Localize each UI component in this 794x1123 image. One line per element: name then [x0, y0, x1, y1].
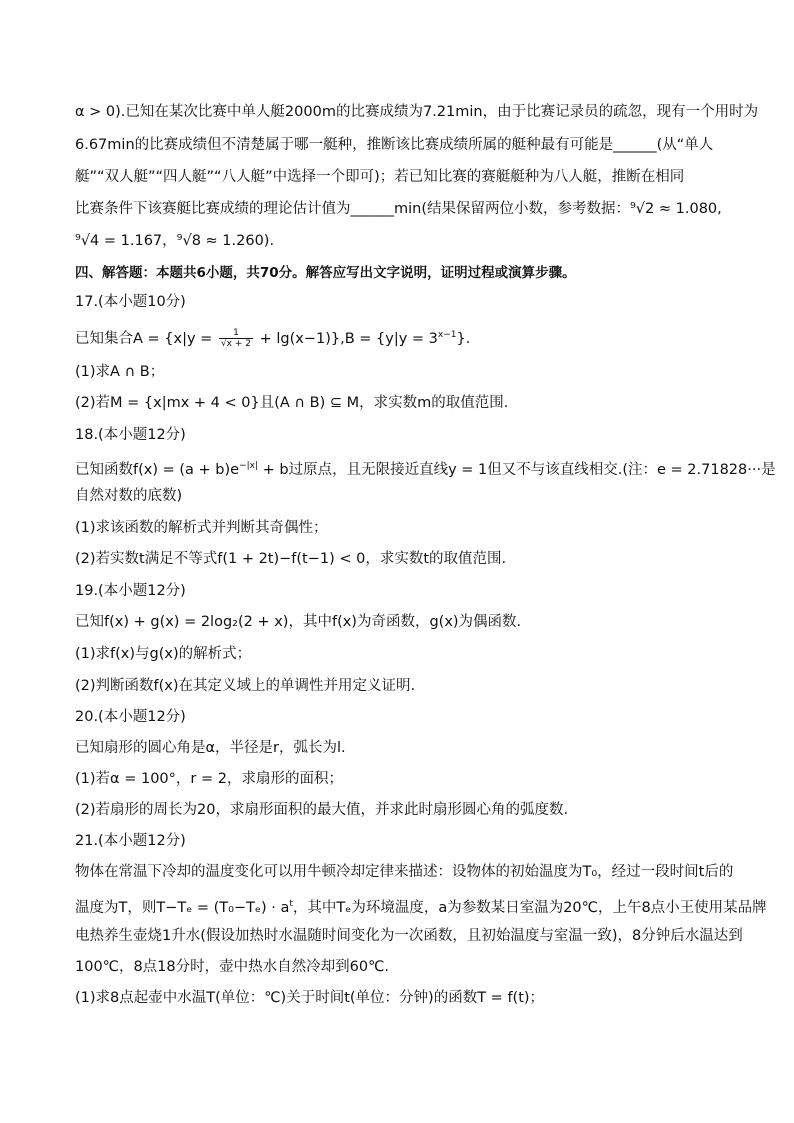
q18-heading: 18.(本小题12分) — [75, 427, 186, 443]
q19-heading: 19.(本小题12分) — [75, 583, 186, 599]
q18-part-2: (2)若实数t满足不等式f(1 + 2t)−f(t−1) < 0，求实数t的取值范围. — [75, 551, 507, 567]
q21-line-2b: ，其中Tₑ为环境温度，a为参数某日室温为20℃，上午8点小王使用某品牌 — [292, 899, 767, 916]
section-heading: 四、解答题：本题共6小题，共70分。解答应写出文字说明，证明过程或演算步骤。 — [75, 265, 576, 281]
cont-line-2: 6.67min的比赛成绩但不清楚属于哪一艇种，推断该比赛成绩所属的艇种最有可能是______(从“单人 — [75, 137, 714, 153]
q17-part-2: (2)若M = {x|mx + 4 < 0}且(A ∩ B) ⊆ M，求实数m的取值范围. — [75, 395, 509, 411]
q20-stem: 已知扇形的圆心角是α，半径是r，弧长为l. — [75, 740, 346, 756]
q17-stem-c: }. — [456, 330, 471, 347]
cont-line-3: 艇”“双人艇”“四人艇”“八人艇”中选择一个即可)；若已知比赛的赛艇艇种为八人艇，推断在相同 — [75, 169, 685, 185]
q19-stem: 已知f(x) + g(x) = 2log₂(2 + x)，其中f(x)为奇函数，g(x)为偶函数. — [75, 614, 522, 630]
q17-frac-den: √x + 2 — [220, 339, 251, 350]
q19-part-2: (2)判断函数f(x)在其定义域上的单调性并用定义证明. — [75, 678, 416, 694]
q21-line-3: 电热养生壶烧1升水(假设加热时水温随时间变化为一次函数，且初始温度与室温一致)，8分钟后水温达到 — [75, 928, 743, 944]
q17-fraction — [219, 328, 253, 349]
q19-part-1: (1)求f(x)与g(x)的解析式； — [75, 646, 252, 662]
cont-line-4: 比赛条件下该赛艇比赛成绩的理论估计值为______min(结果保留两位小数，参考数据：⁹√2 ≈ 1.080, — [75, 201, 722, 217]
q20-part-1: (1)若α = 100°，r = 2，求扇形的面积； — [75, 771, 343, 787]
q17-part-1: (1)求A ∩ B； — [75, 364, 165, 380]
q20-heading: 20.(本小题12分) — [75, 709, 186, 725]
q18-stem-b: + b过原点，且无限接近直线y = 1但又不与该直线相交.(注：e = 2.71828···是 — [258, 461, 776, 478]
q18-stem — [75, 456, 776, 480]
q17-stem — [75, 325, 470, 349]
q17-stem-b: + lg(x−1)},B = {y|y = 3 — [255, 330, 438, 347]
q18-stem-a: 已知函数f(x) = (a + b)e — [75, 461, 240, 478]
q18-stem-2: 自然对数的底数) — [75, 488, 183, 504]
q21-line-2a: 温度为T，则T−Tₑ = (T₀−Tₑ) · a — [75, 899, 290, 916]
q21-line-4: 100℃，8点18分时，壶中热水自然冷却到60℃. — [75, 959, 389, 975]
q18-part-1: (1)求该函数的解析式并判断其奇偶性； — [75, 520, 328, 536]
q17-stem-a: 已知集合A = {x|y = — [75, 330, 217, 347]
q21-line-1: 物体在常温下冷却的温度变化可以用牛顿冷却定律来描述：设物体的初始温度为T₀，经过一段时间t后的 — [75, 864, 734, 880]
q21-line-2-exp: t — [289, 899, 293, 909]
q21-line-2 — [75, 894, 767, 918]
q17-frac-num: 1 — [219, 328, 253, 339]
q21-part-1: (1)求8点起壶中水温T(单位：℃)关于时间t(单位：分钟)的函数T = f(t)； — [75, 990, 545, 1006]
q17-heading: 17.(本小题10分) — [75, 294, 186, 310]
cont-line-1: α > 0).已知在某次比赛中单人艇2000m的比赛成绩为7.21min，由于比赛记录员的疏忽，现有一个用时为 — [75, 104, 759, 120]
q18-stem-exp: −|x| — [239, 461, 258, 471]
q21-heading: 21.(本小题12分) — [75, 833, 186, 849]
q17-stem-exp: x−1 — [437, 330, 457, 340]
cont-line-5: ⁹√4 = 1.167，⁹√8 ≈ 1.260). — [75, 233, 275, 249]
q20-part-2: (2)若扇形的周长为20，求扇形面积的最大值，并求此时扇形圆心角的弧度数. — [75, 802, 569, 818]
